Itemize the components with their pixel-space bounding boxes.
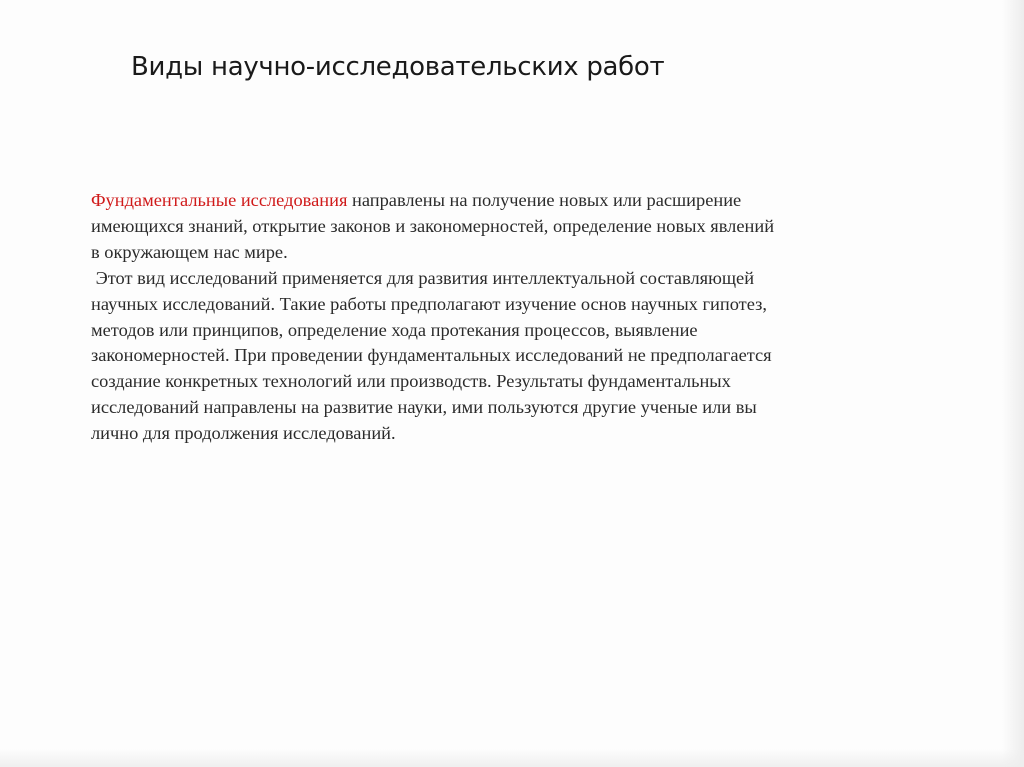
body-line: лично для продолжения исследований. [91,423,396,444]
body-line: в окружающем нас мире. [91,241,288,262]
body-line: создание конкретных технологий или производств. Результаты фундаментальных [91,371,731,392]
highlight-term: Фундаментальные исследования [91,190,348,210]
slide-bottom-shadow [0,749,1024,767]
body-line: закономерностей. При проведении фундаментальных исследований не предполагается [91,345,772,366]
body-line-text: направлены на получение новых или расширение [347,190,742,210]
body-line [91,188,951,214]
slide-edge-shadow [1002,0,1024,767]
body-line: исследований направлены на развитие науки, ими пользуются другие ученые или вы [91,397,757,418]
slide-body [91,188,951,447]
body-line: научных исследований. Такие работы предполагают изучение основ научных гипотез, [91,293,767,314]
body-line: методов или принципов, определение хода протекания процессов, выявление [91,319,698,340]
slide-title: Виды научно-исследовательских работ [131,52,665,82]
body-line: Этот вид исследований применяется для развития интеллектуальной составляющей [91,267,755,288]
body-line: имеющихся знаний, открытие законов и закономерностей, определение новых явлений [91,215,775,236]
